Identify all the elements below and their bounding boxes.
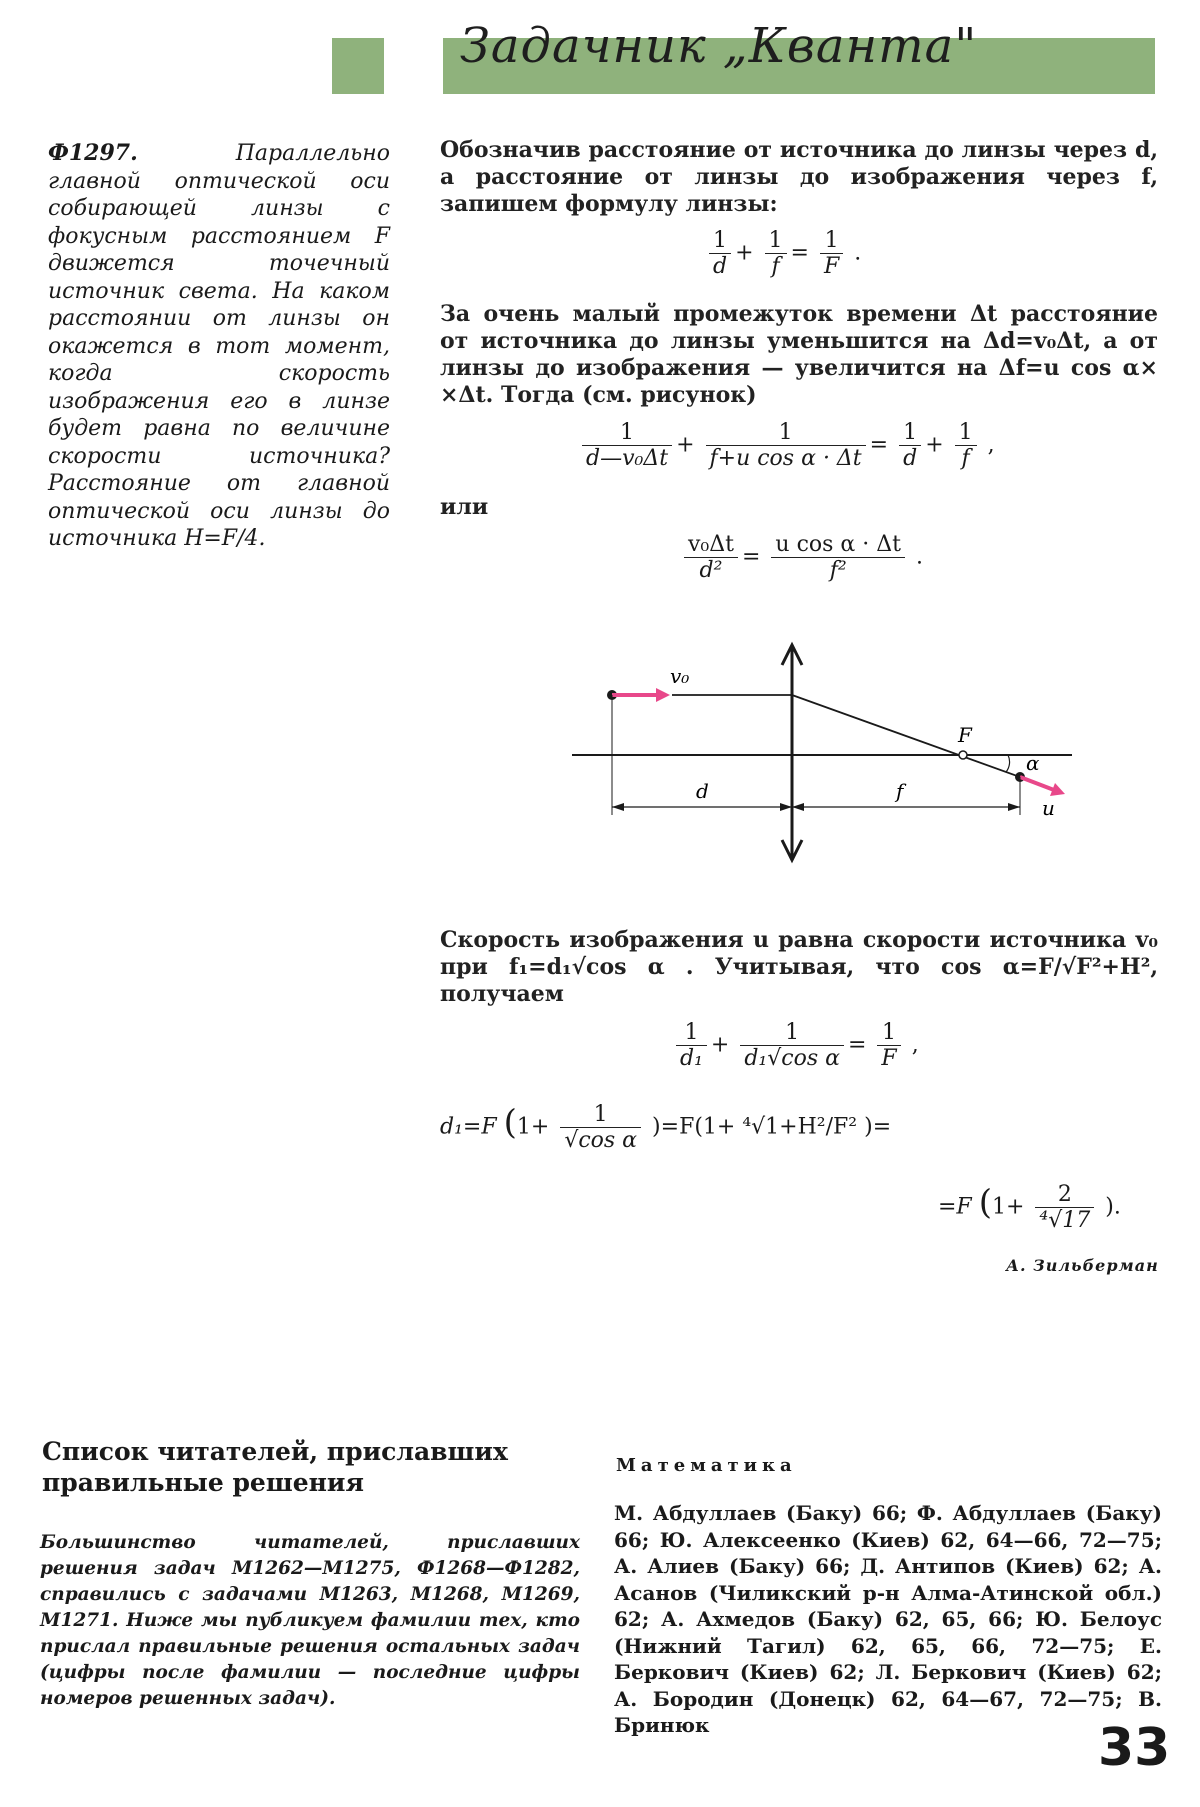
formula-d1-result: d₁=F (1+ $\frac{1}{\text{√cos α}}$ )=F(1+ ⁴√1+H²/F² )=: [440, 1102, 892, 1153]
label-alpha: α: [1026, 751, 1040, 775]
problem-text: Параллельно главной оптической оси собирающей линзы с фокусным расстоянием F движется точечный источник света. На каком расстоянии от линзы он окажется в тот момент, когда скорость изображения его в линзе будет равна по величине скорости источника? Расстояние от главной оптической оси линзы до источника H=F/4.: [48, 141, 390, 551]
word-or: или: [440, 494, 489, 520]
ray-refracted: [792, 695, 1020, 777]
label-d: d: [696, 779, 709, 803]
formula-lens: $\frac{1}{d}$ + $\frac{1}{f}$ = $\frac{1}{F}$ .: [705, 228, 861, 279]
label-u: u: [1042, 796, 1055, 820]
subject-heading: Математика: [616, 1455, 797, 1476]
problem-number: Ф1297.: [48, 140, 138, 166]
formula-velocity-relation: $\frac{\text{v₀Δt}}{\text{d²}}$ = $\frac{\text{u cos α · Δt}}{\text{f²}}$ .: [680, 532, 923, 583]
label-v0: v₀: [670, 664, 690, 688]
label-F: F: [958, 723, 972, 747]
header-bar-left: [332, 38, 384, 94]
focus-point: [959, 751, 967, 759]
formula-d1-equation: $\frac{1}{\text{d₁}}$ + $\frac{1}{\text{d₁√cos α}}$ = $\frac{1}{F}$ ,: [672, 1020, 919, 1071]
solution-paragraph-1: Обозначив расстояние от источника до линзы через d, а расстояние от линзы до изображения через f, запишем формулу линзы:: [440, 137, 1158, 217]
label-f: f: [896, 779, 904, 803]
section-header-title: Задачник „Кванта": [460, 18, 978, 74]
list-section-title: Список читателей, приславших правильные решения: [42, 1437, 508, 1497]
angle-arc: [1006, 755, 1010, 772]
author-signature: А. Зильберман: [1006, 1256, 1159, 1275]
reader-entries: М. Абдуллаев (Баку) 66; Ф. Абдуллаев (Баку) 66; Ю. Алексеенко (Киев) 62, 64—66, 72—75; А. Алиев (Баку) 66; Д. Антипов (Киев) 62; А. Асанов (Чиликский р-н Алма-Атинской обл.) 62; А. Ахмедов (Баку) 62, 65, 66; Ю. Белоус (Нижний Тагил) 62, 65, 66, 72—75; Е. Беркович (Киев) 62; Л. Беркович (Киев) 62; А. Бородин (Донецк) 62, 64—67, 72—75; В. Бринюк: [614, 1501, 1162, 1737]
formula-displacement: $\frac{1}{\text{d—v₀Δt}}$ + $\frac{1}{\text{f+u cos α · Δt}}$ = $\frac{1}{d}$ + $\frac{1}{f}$ ,: [578, 420, 995, 471]
velocity-u-arrow: [1020, 777, 1054, 790]
velocity-v0-head: [656, 688, 670, 702]
solution-paragraph-2: За очень малый промежуток времени Δt расстояние от источника до линзы уменьшится на Δd=v₀Δt, а от линзы до изображения — увеличится на Δf=u cos α× ×Δt. Тогда (см. рисунок): [440, 301, 1158, 408]
page-number: 33: [1098, 1718, 1171, 1778]
lens-diagram: [560, 635, 1080, 875]
list-section-description: Большинство читателей, приславших решения задач М1262—М1275, Ф1268—Ф1282, справились с задачами М1263, М1268, М1269, М1271. Ниже мы публикуем фамилии тех, кто прислал правильные решения остальных задач (цифры после фамилии — последние цифры номеров решенных задач).: [40, 1532, 580, 1709]
formula-final: =F (1+ $\frac{2}{\text{⁴√17}}$ ).: [938, 1182, 1121, 1233]
solution-paragraph-3: Скорость изображения u равна скорости источника v₀ при f₁=d₁√cos α . Учитывая, что cos α=F/√F²+H², получаем: [440, 927, 1158, 1007]
problem-statement: [48, 140, 390, 553]
